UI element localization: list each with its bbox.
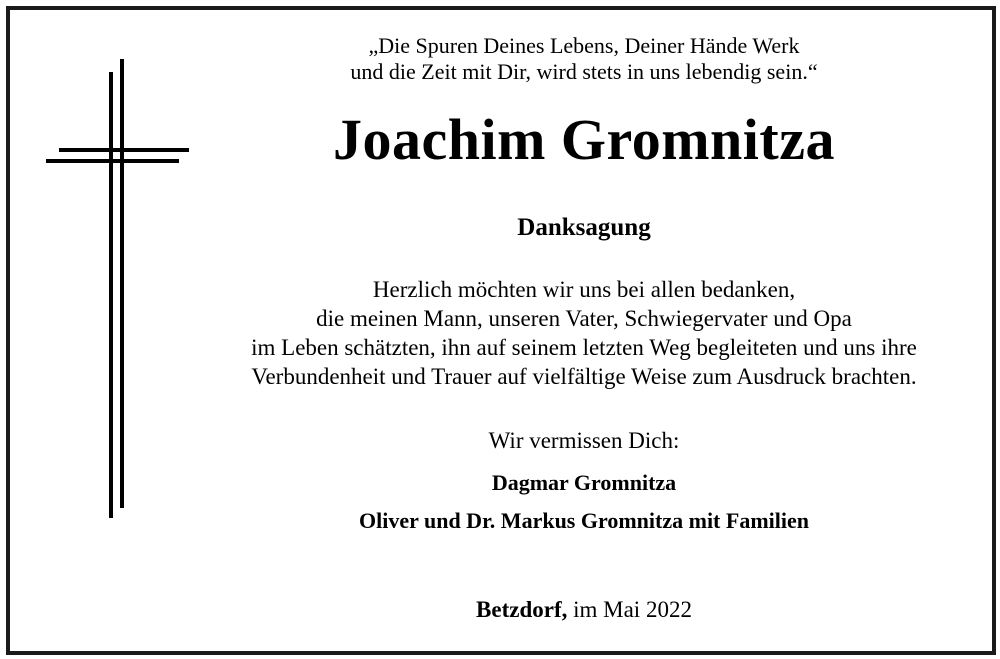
message-line: Verbundenheit und Trauer auf vielfältige Weise zum Ausdruck brachten. (251, 364, 917, 389)
message-line: im Leben schätzten, ihn auf seinem letzten Weg begleiteten und uns ihre (251, 335, 917, 360)
place: Betzdorf, (476, 597, 568, 622)
date: im Mai 2022 (573, 597, 692, 622)
section-heading: Danksagung (517, 214, 651, 241)
signer-name: Dagmar Gromnitza (491, 470, 677, 495)
place-date (168, 597, 1000, 623)
quote-line-2: und die Zeit mit Dir, wird stets in uns lebendig sein.“ (350, 59, 818, 84)
signer-name: Oliver und Dr. Markus Gromnitza mit Familien (359, 508, 809, 533)
closing-line: Wir vermissen Dich: (488, 428, 680, 453)
message-line: die meinen Mann, unseren Vater, Schwiegervater und Opa (316, 306, 852, 331)
message-line: Herzlich möchten wir uns bei allen bedanken, (372, 277, 796, 302)
deceased-name: Joachim Gromnitza (333, 107, 835, 172)
quote-line-1: „Die Spuren Deines Lebens, Deiner Hände Werk (368, 33, 800, 58)
